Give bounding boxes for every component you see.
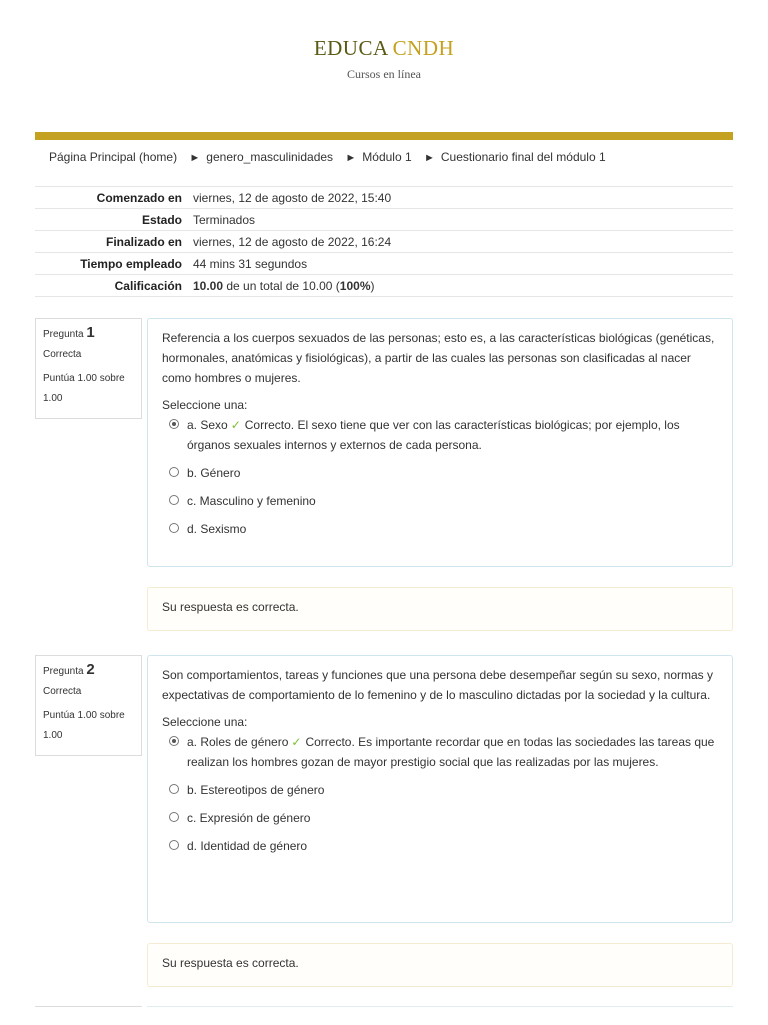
summary-label: Estado — [141, 212, 182, 227]
answer-option-b[interactable] — [162, 463, 718, 483]
question-feedback: Su respuesta es correcta. — [147, 943, 733, 987]
breadcrumb-separator-icon: ► — [189, 152, 201, 164]
question-prompt: Seleccione una: — [162, 715, 248, 729]
summary-value: Terminados — [193, 212, 256, 227]
grade-percent: 100% — [339, 278, 371, 293]
question-content — [147, 318, 733, 567]
summary-label: Finalizado en — [105, 234, 182, 249]
answer-label: c. Expresión de género — [187, 811, 311, 825]
summary-row-started — [35, 187, 733, 209]
answer-option-c[interactable] — [162, 491, 718, 511]
question-number-value: 2 — [86, 661, 95, 678]
radio-selected-icon[interactable] — [169, 419, 179, 429]
summary-row-grade — [35, 275, 733, 297]
radio-icon[interactable] — [169, 523, 179, 533]
radio-icon[interactable] — [169, 784, 179, 794]
answer-label: c. Masculino y femenino — [187, 494, 316, 508]
question-grade: Puntúa 1.00 sobre 1.00 — [43, 373, 125, 404]
question-info — [35, 655, 142, 756]
answer-label: a. Roles de género — [187, 735, 289, 749]
breadcrumb-home[interactable]: Página Principal (home) — [49, 150, 178, 164]
site-subtitle: Cursos en línea — [347, 67, 421, 81]
answer-option-a[interactable] — [162, 732, 718, 772]
question-content — [147, 655, 733, 923]
breadcrumb-separator-icon: ► — [424, 152, 435, 164]
breadcrumb — [49, 150, 606, 164]
radio-icon[interactable] — [169, 495, 179, 505]
question-number — [43, 324, 141, 341]
answer-label: a. Sexo — [187, 418, 228, 432]
summary-label: Calificación — [114, 278, 182, 293]
question-text: Referencia a los cuerpos sexuados de las personas; esto es, a las características biológicas (genéticas, hormonales, anatómicas y fisiológicas), a partir de las cuales las personas son clasificadas al nacer como hombres o mujeres. — [162, 331, 715, 385]
answer-option-c[interactable] — [162, 808, 718, 828]
summary-row-time — [35, 253, 733, 275]
question-number-label: Pregunta — [43, 329, 84, 340]
correct-check-icon: ✓ — [291, 735, 302, 749]
question-number-value: 1 — [86, 324, 95, 341]
radio-icon[interactable] — [169, 467, 179, 477]
summary-row-finished — [35, 231, 733, 253]
question-grade: Puntúa 1.00 sobre 1.00 — [43, 710, 125, 741]
radio-icon[interactable] — [169, 840, 179, 850]
question-text: Son comportamientos, tareas y funciones que una persona debe desempeñar según su sexo, normas y expectativas de comportamiento de lo femenino y de lo masculino dictadas por la sociedad y la cultura. — [162, 668, 713, 702]
correct-check-icon: ✓ — [230, 418, 241, 432]
site-header — [0, 36, 768, 82]
answer-option-b[interactable] — [162, 780, 718, 800]
summary-value — [188, 275, 733, 297]
question-number-label: Pregunta — [43, 666, 84, 677]
site-title[interactable] — [0, 36, 768, 61]
breadcrumb-module[interactable]: Módulo 1 — [362, 150, 412, 164]
summary-row-state — [35, 209, 733, 231]
site-title-part1: EDUCA — [313, 36, 389, 60]
answer-option-a[interactable] — [162, 415, 718, 455]
grade-total: de un total de 10.00 ( — [226, 278, 340, 293]
answer-feedback: Correcto. El sexo tiene que ver con las características biológicas; por ejemplo, los órganos sexuales internos y externos de cada persona. — [187, 418, 680, 452]
question-prompt: Seleccione una: — [162, 398, 248, 412]
next-question-info-edge — [35, 1006, 142, 1025]
question-state: Correcta — [43, 349, 82, 360]
summary-label: Tiempo empleado — [80, 256, 182, 271]
next-question-content-edge — [147, 1006, 733, 1025]
radio-selected-icon[interactable] — [169, 736, 179, 746]
radio-icon[interactable] — [169, 812, 179, 822]
summary-value: viernes, 12 de agosto de 2022, 15:40 — [193, 190, 392, 205]
grade-score: 10.00 — [193, 278, 224, 293]
answer-feedback: Correcto. Es importante recordar que en todas las sociedades las tareas que realizan los hombres gozan de mayor prestigio social que las realizadas por las mujeres. — [187, 735, 715, 769]
answer-label: b. Género — [187, 466, 241, 480]
answer-option-d[interactable] — [162, 519, 718, 539]
question-feedback: Su respuesta es correcta. — [147, 587, 733, 631]
question-state: Correcta — [43, 686, 82, 697]
answer-label: d. Identidad de género — [187, 839, 308, 853]
breadcrumb-separator-icon: ► — [345, 152, 357, 164]
header-divider — [35, 132, 733, 140]
attempt-summary — [35, 186, 733, 297]
question-info — [35, 318, 142, 419]
summary-value: 44 mins 31 segundos — [193, 256, 308, 271]
grade-close: ) — [370, 278, 375, 293]
summary-label: Comenzado en — [96, 190, 182, 205]
breadcrumb-quiz[interactable]: Cuestionario final del módulo 1 — [440, 150, 606, 164]
summary-value: viernes, 12 de agosto de 2022, 16:24 — [193, 234, 392, 249]
breadcrumb-course[interactable]: genero_masculinidades — [206, 150, 334, 164]
site-title-part2: CNDH — [392, 36, 455, 60]
answer-label: b. Estereotipos de género — [187, 783, 325, 797]
question-number — [43, 661, 141, 678]
answer-option-d[interactable] — [162, 836, 718, 856]
answer-label: d. Sexismo — [187, 522, 247, 536]
